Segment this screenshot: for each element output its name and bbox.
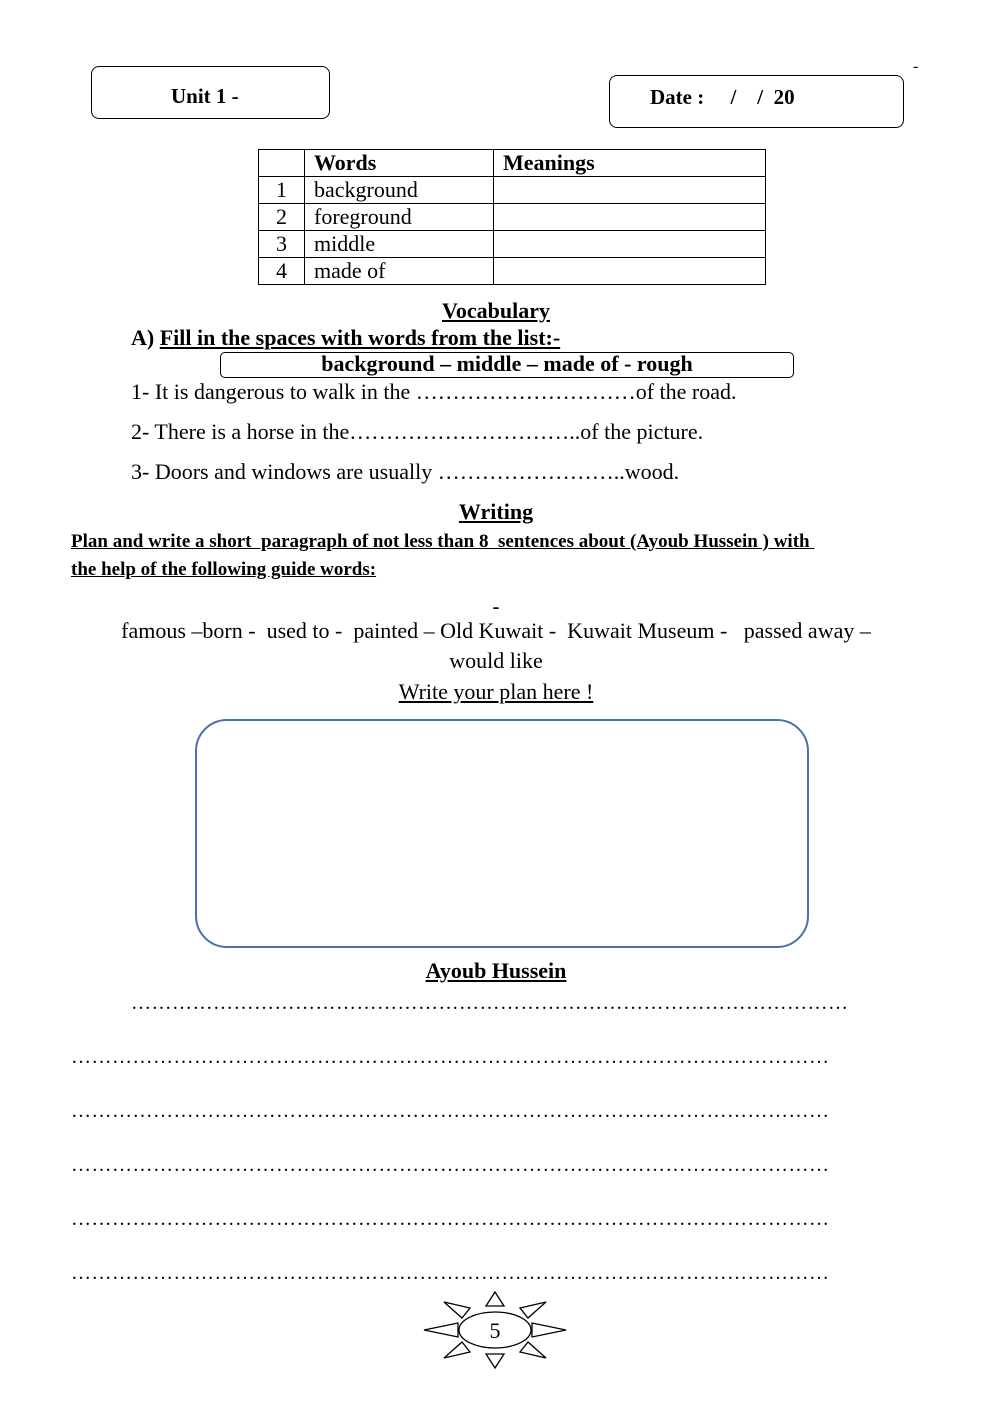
guide-words-line-1: famous –born - used to - painted – Old Kuwait - Kuwait Museum - passed away – xyxy=(121,618,871,643)
date-box[interactable] xyxy=(609,75,904,128)
exercise-a-prefix: A) xyxy=(131,325,160,350)
exercise-a-instruction xyxy=(131,325,560,351)
row-meaning-cell[interactable] xyxy=(494,258,766,285)
date-label: Date : / / 20 xyxy=(650,85,795,109)
row-number: 3 xyxy=(259,231,305,258)
fill-in-sentence-3[interactable]: 3- Doors and windows are usually ……………………..wood. xyxy=(131,459,680,484)
writing-line[interactable]: ………………………………………………………………………………………………… xyxy=(71,1154,830,1176)
table-header-meanings: Meanings xyxy=(494,150,766,177)
writing-line[interactable]: ………………………………………………………………………………………………… xyxy=(71,1046,830,1068)
table-header-number xyxy=(259,150,305,177)
row-number: 1 xyxy=(259,177,305,204)
row-word: made of xyxy=(305,258,494,285)
row-number: 4 xyxy=(259,258,305,285)
guide-dash: - xyxy=(492,596,500,618)
row-meaning-cell[interactable] xyxy=(494,204,766,231)
vocabulary-heading: Vocabulary xyxy=(442,298,550,323)
row-word: foreground xyxy=(305,204,494,231)
table-row xyxy=(259,231,766,258)
table-row xyxy=(259,204,766,231)
row-word: background xyxy=(305,177,494,204)
row-meaning-cell[interactable] xyxy=(494,177,766,204)
writing-line[interactable]: ………………………………………………………………………………………………… xyxy=(71,1208,830,1230)
table-header-row xyxy=(259,150,766,177)
writing-task-line-1: Plan and write a short paragraph of not less than 8 sentences about (Ayoub Hussein ) with xyxy=(71,531,815,552)
fill-in-sentence-2[interactable]: 2- There is a horse in the…………………………..of the picture. xyxy=(131,419,704,444)
unit-label-box xyxy=(91,66,330,119)
essay-title: Ayoub Hussein xyxy=(425,958,567,983)
writing-line[interactable]: …………………………………………………………………………………………… xyxy=(131,992,849,1014)
plan-box[interactable] xyxy=(195,719,809,948)
unit-label: Unit 1 - xyxy=(171,84,239,108)
row-meaning-cell[interactable] xyxy=(494,231,766,258)
exercise-a-text: Fill in the spaces with words from the list:- xyxy=(159,325,561,350)
writing-heading: Writing xyxy=(458,499,534,524)
writing-line[interactable]: ………………………………………………………………………………………………… xyxy=(71,1100,830,1122)
writing-task-line-2: the help of the following guide words: xyxy=(71,559,377,580)
row-number: 2 xyxy=(259,204,305,231)
page-number: 5 xyxy=(489,1318,501,1343)
vocabulary-table xyxy=(258,149,766,285)
table-row xyxy=(259,177,766,204)
table-row xyxy=(259,258,766,285)
fill-in-sentence-1[interactable]: 1- It is dangerous to walk in the …………………………of the road. xyxy=(131,379,737,404)
corner-mark: - xyxy=(913,58,919,75)
row-word: middle xyxy=(305,231,494,258)
guide-words-line-2: would like xyxy=(449,648,543,673)
word-list-box: background – middle – made of - rough xyxy=(220,352,794,378)
table-header-words: Words xyxy=(305,150,494,177)
writing-line[interactable]: ………………………………………………………………………………………………… xyxy=(71,1262,830,1284)
plan-label: Write your plan here ! xyxy=(398,679,594,704)
